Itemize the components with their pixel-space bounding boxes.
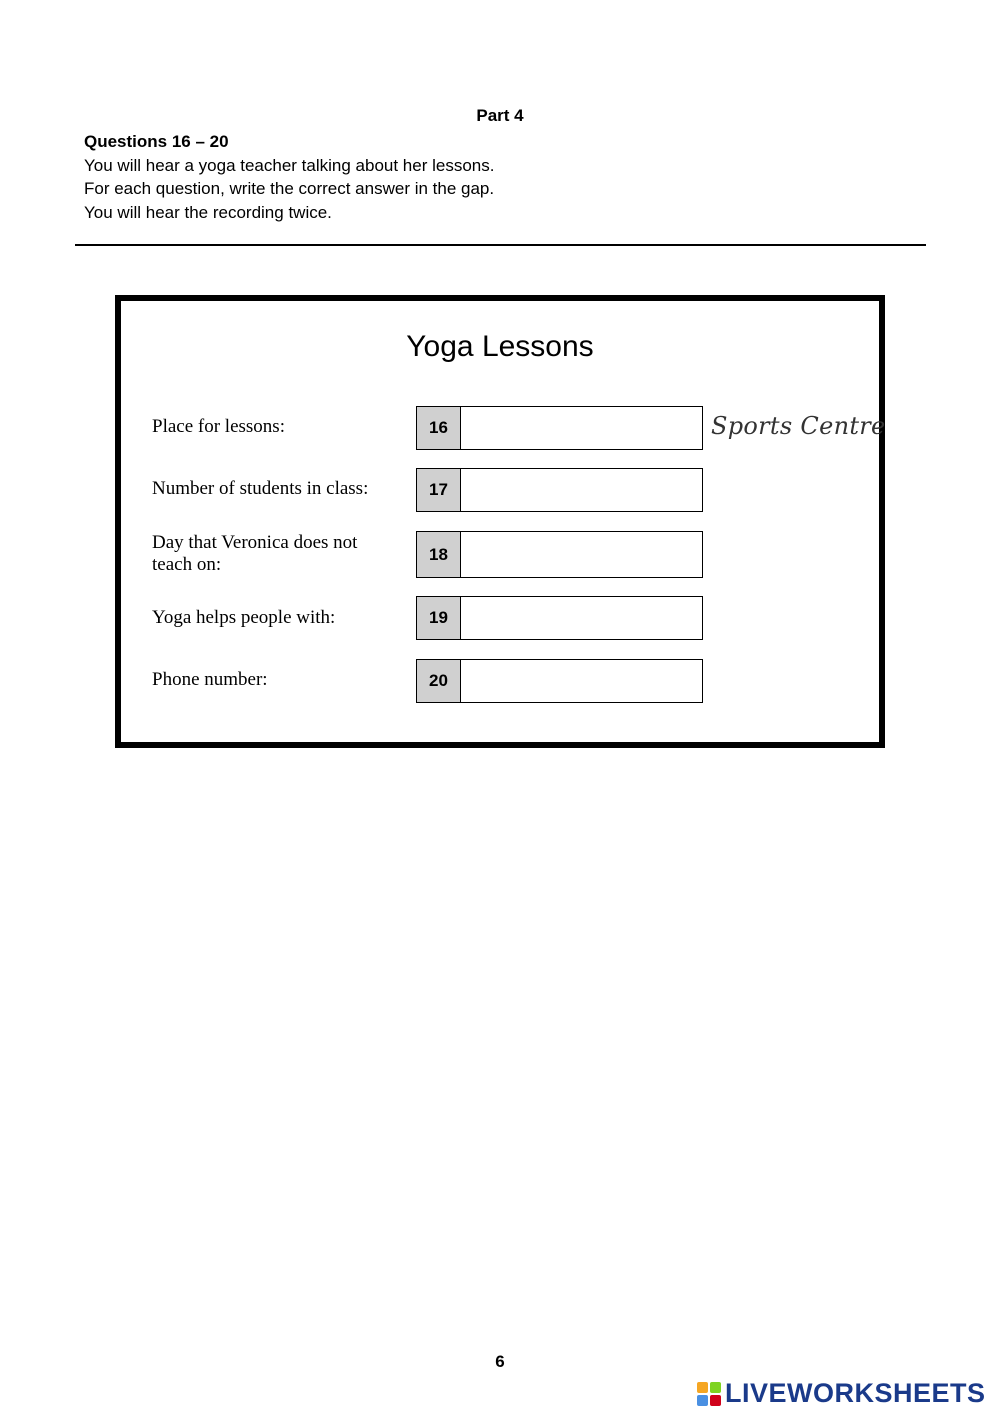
question-label: Day that Veronica does not teach on: — [152, 532, 358, 575]
instruction-line: You will hear a yoga teacher talking about her lessons. — [84, 155, 495, 175]
instructions — [84, 130, 494, 224]
question-label: Phone number: — [152, 669, 268, 690]
brand-name: LIVEWORKSHEETS — [725, 1378, 986, 1408]
page-number: 6 — [495, 1352, 505, 1371]
answer-box-16 — [416, 406, 703, 450]
logo-square — [710, 1382, 721, 1393]
instruction-line: For each question, write the correct answer in the gap. — [84, 179, 495, 198]
answer-input-20[interactable] — [461, 660, 702, 702]
answer-input-17[interactable] — [461, 469, 702, 511]
answer-box-20 — [416, 659, 703, 703]
brand-footer — [697, 1378, 986, 1409]
question-number: 17 — [417, 469, 461, 511]
question-number: 18 — [417, 532, 461, 577]
answer-input-16[interactable] — [461, 407, 702, 449]
answer-input-19[interactable] — [461, 597, 702, 639]
question-number: 16 — [417, 407, 461, 449]
answer-input-18[interactable] — [461, 532, 702, 577]
handwritten-answer: Sports Centre — [711, 412, 886, 440]
answer-box-19 — [416, 596, 703, 640]
questions-heading: Questions 16 – 20 — [84, 132, 229, 151]
logo-square — [710, 1395, 721, 1406]
brand-logo-icon — [697, 1382, 721, 1406]
form-title: Yoga Lessons — [406, 330, 594, 363]
part-title: Part 4 — [476, 106, 524, 125]
question-number: 20 — [417, 660, 461, 702]
instruction-line: You will hear the recording twice. — [84, 202, 332, 222]
question-number: 19 — [417, 597, 461, 639]
answer-box-17 — [416, 468, 703, 512]
divider — [75, 244, 926, 246]
answer-box-18 — [416, 531, 703, 578]
question-label: Place for lessons: — [152, 416, 285, 437]
question-label: Yoga helps people with: — [152, 607, 336, 628]
logo-square — [697, 1382, 708, 1393]
logo-square — [697, 1395, 708, 1406]
question-label: Number of students in class: — [152, 478, 369, 499]
